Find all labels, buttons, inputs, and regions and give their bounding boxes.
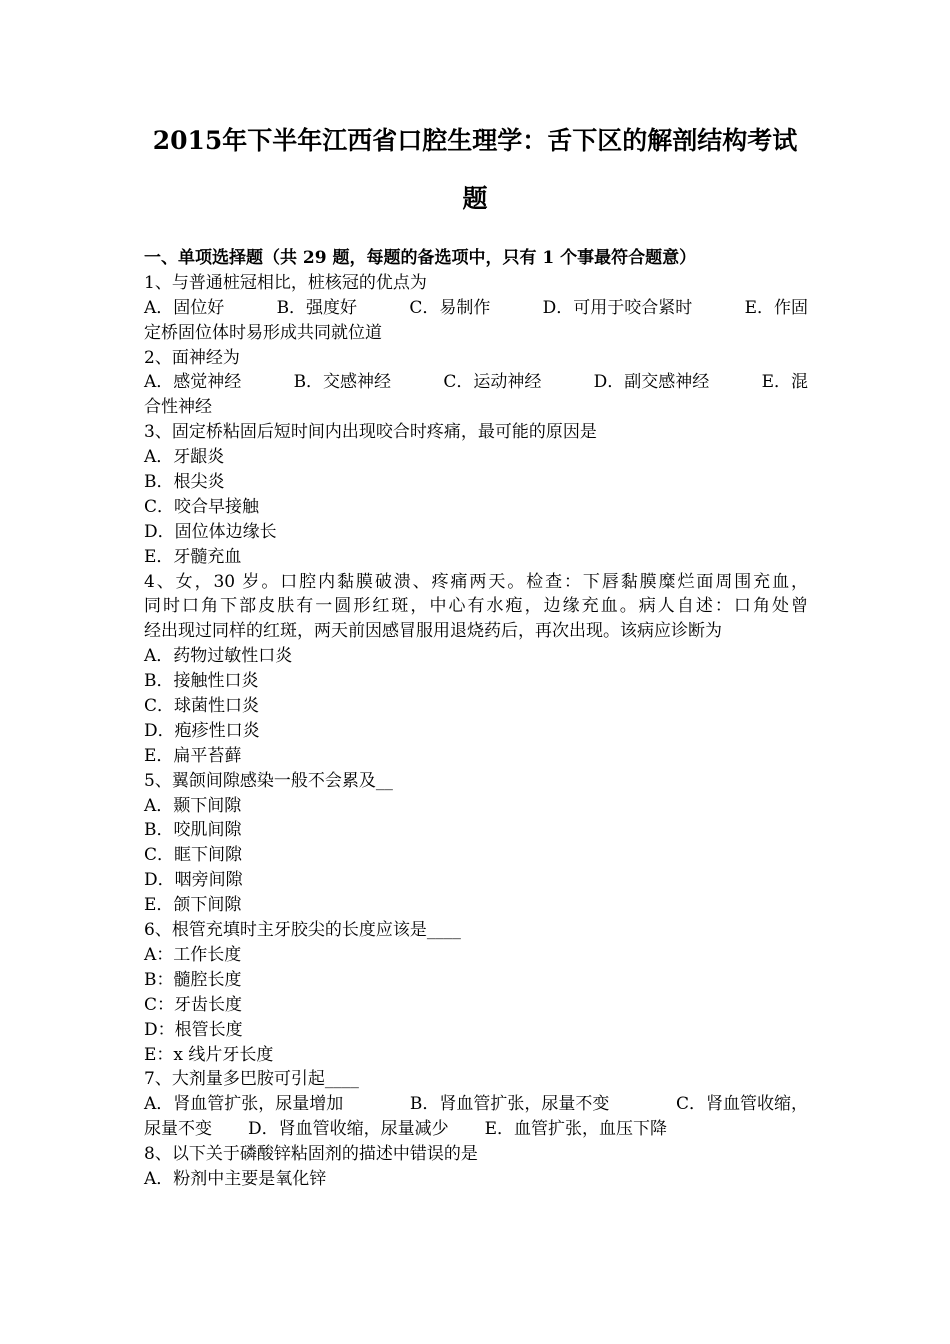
option-e: E．混: [761, 372, 808, 393]
option-b: B．接触性口炎: [144, 671, 259, 692]
question-3-stem: 3、固定桥粘固后短时间内出现咬合时疼痛，最可能的原因是: [144, 422, 597, 443]
question-4-stem-line-3: 经出现过同样的红斑，两天前因感冒服用退烧药后，再次出现。该病应诊断为: [144, 621, 722, 642]
option-e: E：x 线片牙长度: [144, 1044, 274, 1065]
question-1-options: [144, 296, 808, 321]
option-a: A．感觉神经: [144, 372, 242, 393]
option-a: A．颞下间隙: [144, 795, 242, 816]
option-e: E．扁平苔藓: [144, 745, 242, 766]
option-d: D．肾血管收缩，尿量减少: [248, 1119, 449, 1140]
option-c: C．球菌性口炎: [144, 696, 260, 717]
option-a: A．药物过敏性口炎: [144, 646, 293, 667]
question-7-stem: 7、大剂量多巴胺可引起____: [144, 1069, 359, 1090]
option-a: A．牙龈炎: [144, 447, 225, 468]
question-4-stem-line-1: 4、女，30 岁。口腔内黏膜破溃、疼痛两天。检查：下唇黏膜糜烂面周围充血，: [144, 571, 808, 592]
option-e: E．颌下间隙: [144, 895, 242, 916]
question-7-options-row-1: [144, 1092, 808, 1117]
option-d: D．疱疹性口炎: [144, 720, 260, 741]
option-c-continuation: 尿量不变: [144, 1119, 212, 1140]
option-b: B．交感神经: [293, 372, 392, 393]
option-c: C．眶下间隙: [144, 845, 243, 866]
option-d: D．副交感神经: [593, 372, 710, 393]
option-d: D：根管长度: [144, 1019, 243, 1040]
option-b: B．根尖炎: [144, 472, 225, 493]
question-6-stem: 6、根管充填时主牙胶尖的长度应该是____: [144, 920, 461, 941]
option-e: E．作固: [744, 297, 808, 318]
option-b: B：髓腔长度: [144, 969, 242, 990]
option-a: A．固位好: [144, 297, 225, 318]
title-line-2: 题: [462, 184, 488, 213]
document-title: [120, 112, 830, 228]
question-2-stem: 2、面神经为: [144, 347, 240, 368]
option-d: D．固位体边缘长: [144, 521, 277, 542]
option-c: C：牙齿长度: [144, 994, 243, 1015]
question-5-stem: 5、翼颌间隙感染一般不会累及__: [144, 770, 393, 791]
question-8-stem: 8、以下关于磷酸锌粘固剂的描述中错误的是: [144, 1144, 478, 1165]
option-b: B．强度好: [276, 297, 358, 318]
title-line-1: 2015年下半年江西省口腔生理学：舌下区的解剖结构考试: [152, 126, 798, 155]
option-e: E．血管扩张，血压下降: [484, 1119, 668, 1140]
section-heading: 一、单项选择题（共 29 题，每题的备选项中，只有 1 个事最符合题意）: [144, 248, 697, 268]
option-c: C．肾血管收缩，: [675, 1094, 808, 1115]
option-d: D．可用于咬合紧时: [542, 297, 693, 318]
option-a: A．肾血管扩张，尿量增加: [144, 1094, 344, 1115]
option-a: A：工作长度: [144, 944, 242, 965]
option-b: B．咬肌间隙: [144, 820, 242, 841]
question-1-option-continuation: 定桥固位体时易形成共同就位道: [144, 322, 382, 343]
question-2-options: [144, 370, 808, 395]
question-1-stem: 1、与普通桩冠相比，桩核冠的优点为: [144, 272, 427, 293]
option-a: A．粉剂中主要是氧化锌: [144, 1168, 327, 1189]
question-7-options-row-2: [144, 1117, 808, 1142]
option-e: E．牙髓充血: [144, 546, 242, 567]
question-4-stem-line-2: 同时口角下部皮肤有一圆形红斑，中心有水疱，边缘充血。病人自述：口角处曾: [144, 596, 808, 617]
document-body: [144, 246, 808, 1192]
option-c: C．咬合早接触: [144, 496, 260, 517]
question-2-option-continuation: 合性神经: [144, 397, 212, 418]
option-d: D．咽旁间隙: [144, 870, 243, 891]
option-c: C．易制作: [409, 297, 491, 318]
option-c: C．运动神经: [443, 372, 542, 393]
option-b: B．肾血管扩张，尿量不变: [409, 1094, 610, 1115]
